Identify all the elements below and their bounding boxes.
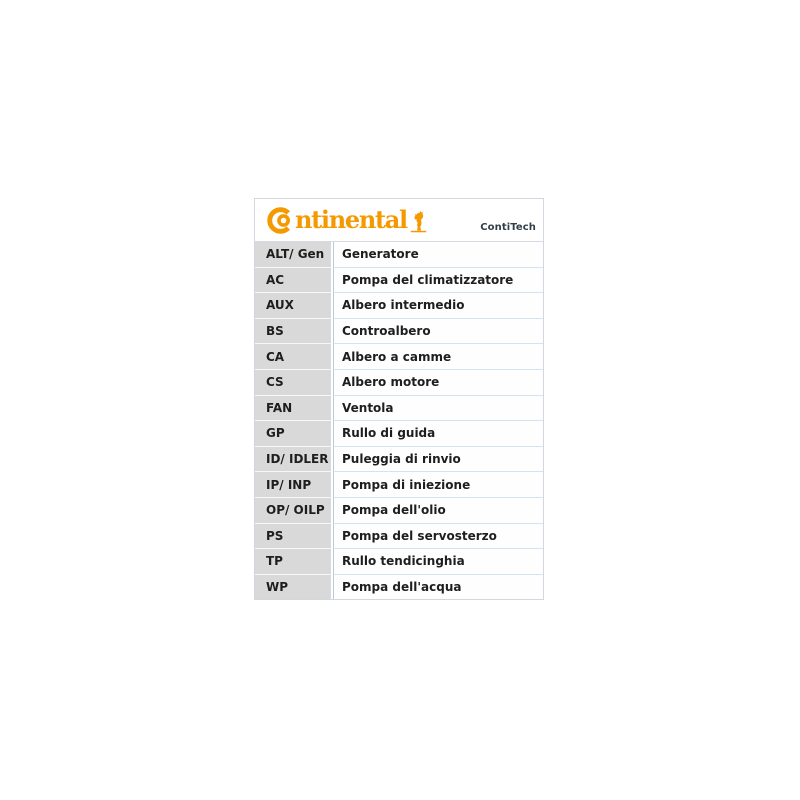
abbreviation-cell: CA <box>255 344 333 370</box>
abbreviation-cell: BS <box>255 319 333 345</box>
continental-c-o-icon <box>267 207 294 234</box>
table-row <box>255 242 543 268</box>
abbreviation-cell: CS <box>255 370 333 396</box>
description-cell: Puleggia di rinvio <box>333 447 543 473</box>
description-cell: Albero motore <box>333 370 543 396</box>
abbreviation-legend-table <box>255 242 543 599</box>
abbreviation-cell: TP <box>255 549 333 575</box>
abbreviation-cell: GP <box>255 421 333 447</box>
abbreviation-cell: FAN <box>255 396 333 422</box>
abbreviation-cell: IP/ INP <box>255 472 333 498</box>
abbreviation-cell: ALT/ Gen <box>255 242 333 268</box>
abbreviation-cell: ID/ IDLER <box>255 447 333 473</box>
description-cell: Controalbero <box>333 319 543 345</box>
table-row <box>255 421 543 447</box>
table-row <box>255 344 543 370</box>
description-cell: Generatore <box>333 242 543 268</box>
legend-card <box>254 198 544 600</box>
abbreviation-cell: OP/ OILP <box>255 498 333 524</box>
table-row <box>255 268 543 294</box>
contitech-label: ContiTech <box>480 222 536 233</box>
abbreviation-cell: PS <box>255 524 333 550</box>
table-row <box>255 472 543 498</box>
description-cell: Pompa dell'olio <box>333 498 543 524</box>
table-row <box>255 447 543 473</box>
legend-table-body <box>255 242 543 599</box>
table-row <box>255 498 543 524</box>
brand-header <box>255 199 543 242</box>
table-row <box>255 575 543 600</box>
description-cell: Pompa del servosterzo <box>333 524 543 550</box>
table-row <box>255 524 543 550</box>
abbreviation-cell: AUX <box>255 293 333 319</box>
rearing-horse-icon <box>410 208 427 234</box>
description-cell: Albero intermedio <box>333 293 543 319</box>
description-cell: Albero a camme <box>333 344 543 370</box>
table-row <box>255 370 543 396</box>
abbreviation-cell: AC <box>255 268 333 294</box>
continental-logo <box>267 199 427 241</box>
table-row <box>255 293 543 319</box>
description-cell: Rullo di guida <box>333 421 543 447</box>
abbreviation-cell: WP <box>255 575 333 600</box>
table-row <box>255 549 543 575</box>
description-cell: Pompa di iniezione <box>333 472 543 498</box>
description-cell: Rullo tendicinghia <box>333 549 543 575</box>
description-cell: Pompa del climatizzatore <box>333 268 543 294</box>
description-cell: Pompa dell'acqua <box>333 575 543 600</box>
description-cell: Ventola <box>333 396 543 422</box>
continental-logo-text: ntinental <box>295 204 407 234</box>
table-row <box>255 319 543 345</box>
table-row <box>255 396 543 422</box>
